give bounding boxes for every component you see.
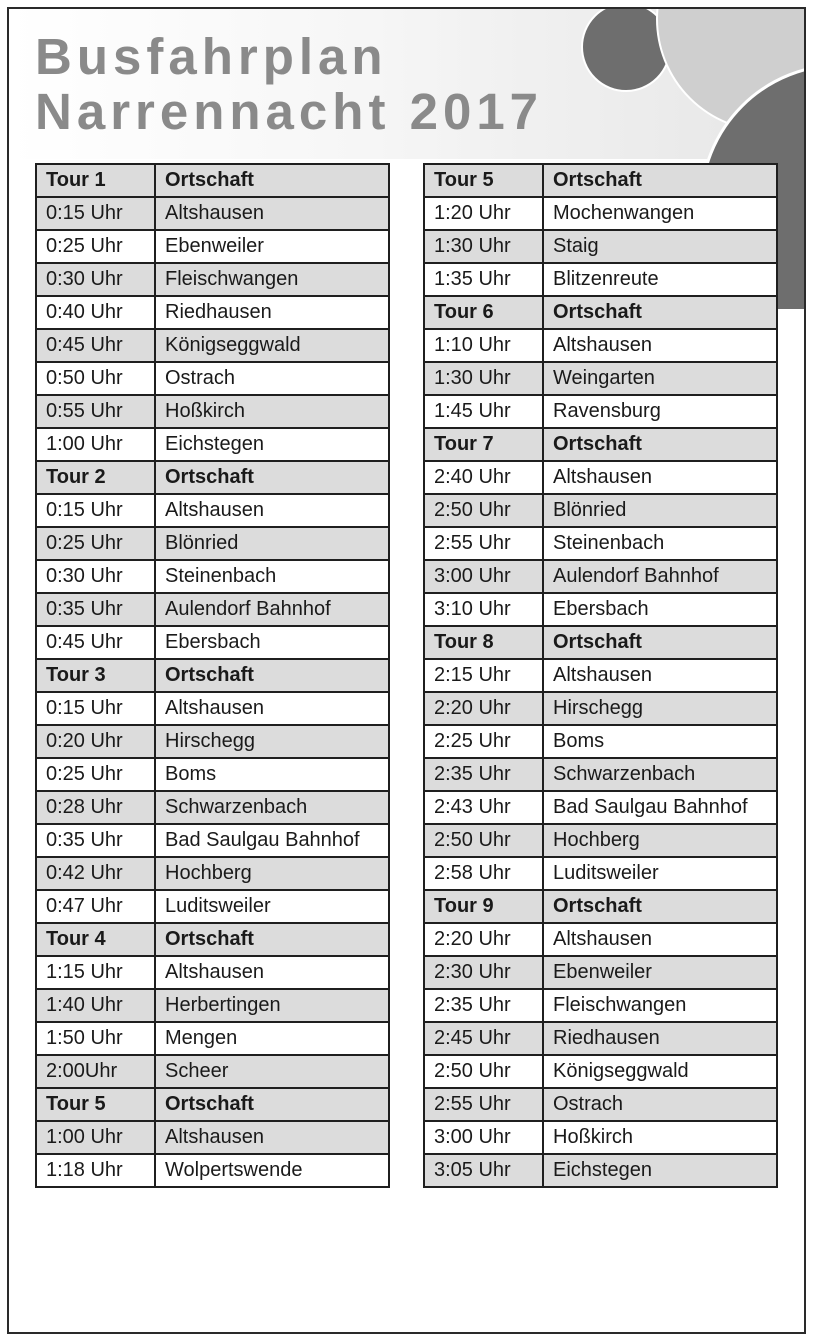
place-name: Altshausen <box>543 329 777 362</box>
schedule-row <box>36 1121 389 1154</box>
schedule-row <box>36 494 389 527</box>
tour-label: Tour 9 <box>424 890 543 923</box>
tour-label: Tour 6 <box>424 296 543 329</box>
schedule-row <box>36 890 389 923</box>
departure-time: 2:50 Uhr <box>424 494 543 527</box>
place-name: Herbertingen <box>155 989 389 1022</box>
departure-time: 0:30 Uhr <box>36 560 155 593</box>
departure-time: 2:20 Uhr <box>424 692 543 725</box>
schedule-row <box>36 230 389 263</box>
tour-label: Tour 2 <box>36 461 155 494</box>
place-name: Altshausen <box>543 923 777 956</box>
schedule-row <box>36 296 389 329</box>
departure-time: 1:18 Uhr <box>36 1154 155 1187</box>
schedule-row <box>424 857 777 890</box>
schedule-row <box>36 263 389 296</box>
schedule-row <box>424 494 777 527</box>
place-header: Ortschaft <box>155 923 389 956</box>
schedule-row <box>424 659 777 692</box>
place-name: Ostrach <box>543 1088 777 1121</box>
place-name: Aulendorf Bahnhof <box>155 593 389 626</box>
tour-header-row <box>36 659 389 692</box>
schedule-row <box>36 560 389 593</box>
schedule-row <box>36 395 389 428</box>
tour-label: Tour 3 <box>36 659 155 692</box>
departure-time: 2:45 Uhr <box>424 1022 543 1055</box>
schedule-row <box>424 692 777 725</box>
tour-label: Tour 5 <box>424 164 543 197</box>
place-header: Ortschaft <box>543 428 777 461</box>
poster-frame <box>7 7 806 1334</box>
place-name: Steinenbach <box>155 560 389 593</box>
place-name: Mengen <box>155 1022 389 1055</box>
place-name: Altshausen <box>155 197 389 230</box>
departure-time: 0:45 Uhr <box>36 626 155 659</box>
place-name: Boms <box>155 758 389 791</box>
schedule-row <box>36 1055 389 1088</box>
title-line-1: Busfahrplan <box>35 28 388 85</box>
place-name: Ebersbach <box>155 626 389 659</box>
place-name: Bad Saulgau Bahnhof <box>543 791 777 824</box>
departure-time: 2:20 Uhr <box>424 923 543 956</box>
place-name: Königseggwald <box>543 1055 777 1088</box>
place-name: Ebenweiler <box>155 230 389 263</box>
place-header: Ortschaft <box>155 1088 389 1121</box>
departure-time: 0:25 Uhr <box>36 527 155 560</box>
schedule-row <box>424 1088 777 1121</box>
departure-time: 0:25 Uhr <box>36 758 155 791</box>
departure-time: 0:40 Uhr <box>36 296 155 329</box>
schedule-row <box>36 197 389 230</box>
schedule-row <box>36 593 389 626</box>
departure-time: 0:42 Uhr <box>36 857 155 890</box>
departure-time: 3:05 Uhr <box>424 1154 543 1187</box>
departure-time: 0:50 Uhr <box>36 362 155 395</box>
place-name: Staig <box>543 230 777 263</box>
place-name: Luditsweiler <box>543 857 777 890</box>
schedule-left-body <box>36 164 389 1187</box>
place-name: Hirschegg <box>155 725 389 758</box>
place-name: Ostrach <box>155 362 389 395</box>
tour-label: Tour 7 <box>424 428 543 461</box>
place-name: Luditsweiler <box>155 890 389 923</box>
departure-time: 0:35 Uhr <box>36 593 155 626</box>
place-name: Königseggwald <box>155 329 389 362</box>
place-name: Riedhausen <box>155 296 389 329</box>
schedule-right-body <box>424 164 777 1187</box>
place-name: Blitzenreute <box>543 263 777 296</box>
tour-header-row <box>36 461 389 494</box>
schedule-row <box>424 560 777 593</box>
departure-time: 1:10 Uhr <box>424 329 543 362</box>
schedule-row <box>424 527 777 560</box>
schedule-row <box>36 428 389 461</box>
place-name: Scheer <box>155 1055 389 1088</box>
place-name: Bad Saulgau Bahnhof <box>155 824 389 857</box>
place-header: Ortschaft <box>155 659 389 692</box>
departure-time: 1:00 Uhr <box>36 1121 155 1154</box>
schedule-row <box>424 956 777 989</box>
schedule-row <box>36 527 389 560</box>
schedule-row <box>424 758 777 791</box>
schedule-row <box>424 230 777 263</box>
departure-time: 2:50 Uhr <box>424 1055 543 1088</box>
departure-time: 3:10 Uhr <box>424 593 543 626</box>
departure-time: 1:20 Uhr <box>424 197 543 230</box>
tour-header-row <box>36 923 389 956</box>
schedule-row <box>36 362 389 395</box>
place-name: Steinenbach <box>543 527 777 560</box>
tour-header-row <box>424 428 777 461</box>
schedule-row <box>424 824 777 857</box>
tour-label: Tour 5 <box>36 1088 155 1121</box>
place-name: Wolpertswende <box>155 1154 389 1187</box>
place-header: Ortschaft <box>155 461 389 494</box>
place-name: Altshausen <box>155 494 389 527</box>
departure-time: 0:45 Uhr <box>36 329 155 362</box>
departure-time: 1:30 Uhr <box>424 230 543 263</box>
departure-time: 0:35 Uhr <box>36 824 155 857</box>
schedule-row <box>36 329 389 362</box>
departure-time: 2:35 Uhr <box>424 758 543 791</box>
tour-header-row <box>36 164 389 197</box>
schedule-table-right <box>423 163 778 1188</box>
tour-header-row <box>424 626 777 659</box>
place-name: Eichstegen <box>155 428 389 461</box>
departure-time: 0:20 Uhr <box>36 725 155 758</box>
schedule-row <box>36 758 389 791</box>
place-name: Fleischwangen <box>155 263 389 296</box>
schedule-row <box>424 1121 777 1154</box>
place-name: Ravensburg <box>543 395 777 428</box>
place-name: Ebersbach <box>543 593 777 626</box>
place-name: Blönried <box>155 527 389 560</box>
schedule-row <box>36 791 389 824</box>
title-line-2: Narrennacht 2017 <box>35 83 544 140</box>
place-name: Weingarten <box>543 362 777 395</box>
place-name: Hirschegg <box>543 692 777 725</box>
schedule-row <box>36 1154 389 1187</box>
departure-time: 3:00 Uhr <box>424 1121 543 1154</box>
schedule-row <box>36 956 389 989</box>
tour-label: Tour 8 <box>424 626 543 659</box>
place-name: Fleischwangen <box>543 989 777 1022</box>
departure-time: 1:35 Uhr <box>424 263 543 296</box>
schedule-row <box>36 692 389 725</box>
departure-time: 1:15 Uhr <box>36 956 155 989</box>
departure-time: 3:00 Uhr <box>424 560 543 593</box>
departure-time: 2:25 Uhr <box>424 725 543 758</box>
place-name: Altshausen <box>155 956 389 989</box>
departure-time: 0:15 Uhr <box>36 494 155 527</box>
place-name: Schwarzenbach <box>155 791 389 824</box>
place-name: Hochberg <box>155 857 389 890</box>
departure-time: 0:47 Uhr <box>36 890 155 923</box>
tour-label: Tour 4 <box>36 923 155 956</box>
place-name: Eichstegen <box>543 1154 777 1187</box>
schedule-row <box>36 626 389 659</box>
place-header: Ortschaft <box>543 626 777 659</box>
schedule-row <box>424 461 777 494</box>
place-header: Ortschaft <box>543 296 777 329</box>
departure-time: 0:30 Uhr <box>36 263 155 296</box>
departure-time: 0:15 Uhr <box>36 197 155 230</box>
place-name: Mochenwangen <box>543 197 777 230</box>
departure-time: 2:50 Uhr <box>424 824 543 857</box>
departure-time: 2:55 Uhr <box>424 527 543 560</box>
departure-time: 2:55 Uhr <box>424 1088 543 1121</box>
schedule-row <box>424 1055 777 1088</box>
schedule-row <box>424 923 777 956</box>
tour-header-row <box>424 164 777 197</box>
departure-time: 0:15 Uhr <box>36 692 155 725</box>
place-name: Hoßkirch <box>155 395 389 428</box>
schedule-row <box>424 791 777 824</box>
departure-time: 0:25 Uhr <box>36 230 155 263</box>
schedule-row <box>424 197 777 230</box>
departure-time: 1:45 Uhr <box>424 395 543 428</box>
place-name: Hoßkirch <box>543 1121 777 1154</box>
schedule-row <box>36 725 389 758</box>
schedule-row <box>424 593 777 626</box>
place-name: Ebenweiler <box>543 956 777 989</box>
place-name: Altshausen <box>155 1121 389 1154</box>
schedule-table-left <box>35 163 390 1188</box>
departure-time: 2:35 Uhr <box>424 989 543 1022</box>
departure-time: 1:30 Uhr <box>424 362 543 395</box>
place-name: Boms <box>543 725 777 758</box>
departure-time: 1:50 Uhr <box>36 1022 155 1055</box>
schedule-row <box>36 989 389 1022</box>
schedule-row <box>36 1022 389 1055</box>
schedule-row <box>424 263 777 296</box>
place-header: Ortschaft <box>155 164 389 197</box>
place-name: Hochberg <box>543 824 777 857</box>
departure-time: 2:58 Uhr <box>424 857 543 890</box>
schedule-row <box>424 362 777 395</box>
tour-header-row <box>424 890 777 923</box>
place-header: Ortschaft <box>543 890 777 923</box>
schedule-row <box>424 725 777 758</box>
departure-time: 0:55 Uhr <box>36 395 155 428</box>
departure-time: 2:40 Uhr <box>424 461 543 494</box>
departure-time: 1:00 Uhr <box>36 428 155 461</box>
place-name: Schwarzenbach <box>543 758 777 791</box>
place-name: Aulendorf Bahnhof <box>543 560 777 593</box>
departure-time: 1:40 Uhr <box>36 989 155 1022</box>
place-name: Altshausen <box>543 461 777 494</box>
schedule-row <box>424 989 777 1022</box>
place-name: Altshausen <box>155 692 389 725</box>
place-name: Altshausen <box>543 659 777 692</box>
departure-time: 2:30 Uhr <box>424 956 543 989</box>
schedule-row <box>424 395 777 428</box>
departure-time: 2:00Uhr <box>36 1055 155 1088</box>
schedule-row <box>36 824 389 857</box>
departure-time: 2:43 Uhr <box>424 791 543 824</box>
schedule-row <box>36 857 389 890</box>
place-name: Blönried <box>543 494 777 527</box>
tour-label: Tour 1 <box>36 164 155 197</box>
place-header: Ortschaft <box>543 164 777 197</box>
schedule-row <box>424 1022 777 1055</box>
tour-header-row <box>424 296 777 329</box>
departure-time: 0:28 Uhr <box>36 791 155 824</box>
place-name: Riedhausen <box>543 1022 777 1055</box>
tour-header-row <box>36 1088 389 1121</box>
schedule-row <box>424 1154 777 1187</box>
departure-time: 2:15 Uhr <box>424 659 543 692</box>
schedule-row <box>424 329 777 362</box>
